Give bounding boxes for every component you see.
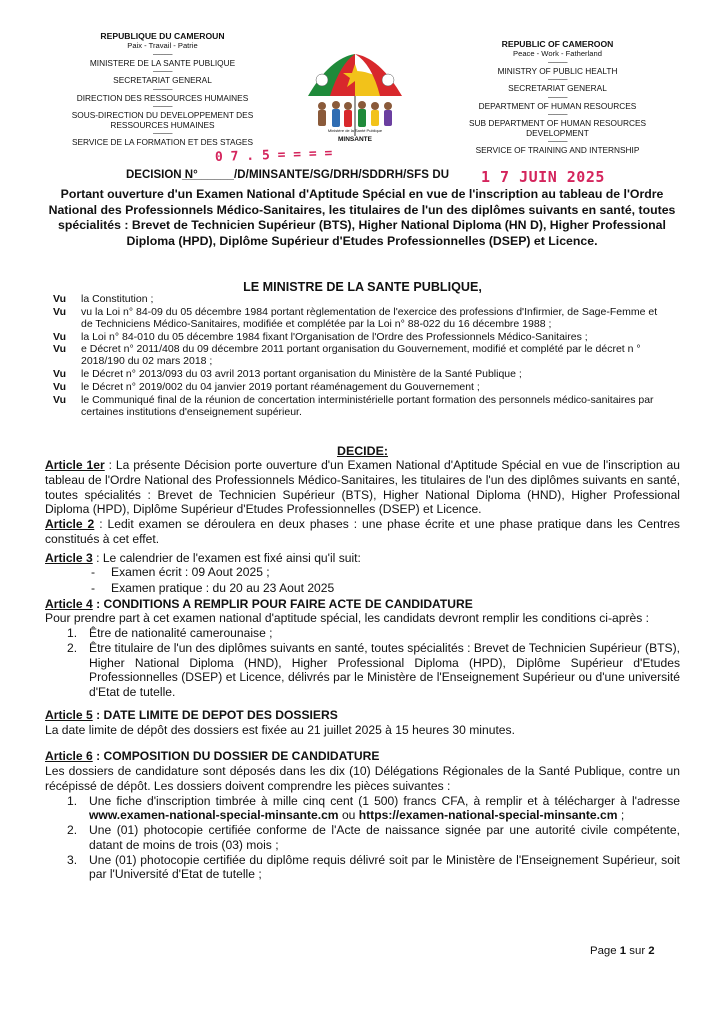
separator: ------------- [152, 86, 173, 93]
subdepartment-en: SUB DEPARTMENT OF HUMAN RESOURCES DEVELOPMENT [468, 118, 647, 138]
article-5-text: La date limite de dépôt des dossiers est fixée au 21 juillet 2025 à 15 heures 30 minutes. [45, 722, 515, 737]
separator: ------------- [152, 51, 173, 58]
item-text: Une (01) photocopie certifiée conforme de l'Acte de naissance signée par une autorité civile compétente, datant de moins de trois (03) mois ; [89, 823, 680, 852]
articles [45, 458, 680, 882]
service-fr: SERVICE DE LA FORMATION ET DES STAGES [71, 137, 254, 148]
registration-link-primary[interactable]: www.examen-national-special-minsante.cm [89, 808, 339, 823]
letterhead-french [55, 32, 270, 148]
department-en: DEPARTMENT OF HUMAN RESOURCES [478, 100, 637, 111]
exam-calendar-list [91, 565, 680, 596]
separator: ------------- [547, 112, 568, 119]
article-title: : COMPOSITION DU DOSSIER DE CANDIDATURE [96, 749, 380, 764]
umbrella-logo-icon [300, 50, 410, 150]
item-number: 3. [67, 852, 78, 867]
article-text: : La présente Décision porte ouverture d'un Examen National d'Aptitude Spécial en vue de l'inscription au tableau de l'Ordre National des Professionnels Médico-Sanitaires, les titulaires de l'un des diplômes suivants en santé, toutes spécialités : Brevet de Technicien Supérieur (BTS), Higher National Diploma (HND), Higher Professional Diploma (HPD), Diplôme Supérieur d'Etudes Professionnelles (DSEP) et Licence. [45, 458, 680, 517]
article-1 [45, 458, 680, 517]
vu-label: Vu [53, 293, 67, 305]
separator: ------------- [152, 131, 173, 138]
vu-text: la Loi n° 84-010 du 05 décembre 1984 fixant l'Organisation de l'Ordre des Professionnels Médico-Sanitaires ; [81, 330, 588, 343]
article-text: : Ledit examen se déroulera en deux phases : une phase écrite et une phase pratique dans les Centres constitués à cet effet. [45, 517, 680, 546]
separator: ------------- [547, 139, 568, 146]
list-item [67, 641, 680, 700]
registration-link-secondary[interactable]: https://examen-national-special-minsante.cm [358, 808, 618, 823]
list-item [67, 626, 680, 641]
item-number: 2. [67, 640, 78, 655]
item-number: 1. [67, 793, 78, 808]
minsante-logo [300, 50, 410, 150]
article-6 [45, 749, 680, 764]
page-of: sur [629, 945, 646, 957]
vu-text: le Décret n° 2019/002 du 04 janvier 2019 portant réaménagement du Gouvernement ; [81, 381, 480, 394]
subdirection-fr: SOUS-DIRECTION DU DEVELOPPEMENT DES RESSOURCES HUMAINES [71, 110, 254, 130]
item-text: Être titulaire de l'un des diplômes suivants en santé, toutes spécialités : Brevet de Technicien Supérieur (BTS), Higher National Diploma (HND), Higher Professional Diploma (HPD), Diplôme Supérieur d'Etudes Professionnelles (DSEP) et Licence, délivrés par le Ministère de l'Enseignement Supérieur ou d'une université d'Etat de tutelle. [89, 640, 680, 700]
page-current: 1 [619, 945, 627, 957]
vu-label: Vu [53, 368, 67, 381]
conditions-list [67, 626, 680, 700]
motto-en: Peace - Work - Fatherland [513, 48, 602, 58]
article-label: Article 6 [45, 749, 93, 764]
vus-list [53, 294, 671, 420]
article-text: : Le calendrier de l'examen est fixé ainsi qu'il suit: [96, 550, 361, 565]
decision-title: Portant ouverture d'un Examen National d'Aptitude Spécial en vue de l'inscription au tableau de l'Ordre National des Professionnels Médico-Sanitaires, les titulaires de l'un des diplômes suivants en santé, toutes spécialités : Brevet de Technicien Supérieur (BTS), Higher National Diploma (HN D), Higher Professional Diploma (HPD), Diplôme Supérieur d'Etudes Professionnelles (DSEP) et Licence. [48, 187, 676, 248]
list-item [67, 853, 680, 883]
vu-item [53, 307, 671, 331]
page-number [590, 945, 655, 959]
vu-label: Vu [53, 393, 67, 406]
vu-text: la Constitution ; [81, 293, 154, 305]
article-label: Article 3 [45, 550, 93, 565]
vu-text: e Décret n° 2011/408 du 09 décembre 2011 portant organisation du Gouvernement, modifié et complété par le décret n ° 2018/190 du 02 mars 2018 ; [81, 343, 641, 368]
article-6-text: Les dossiers de candidature sont déposés dans les dix (10) Délégations Régionales de la Santé Publique, contre un récépissé de dépôt. Les dossiers doivent comprendre les pièces suivantes : [45, 764, 680, 793]
motto-fr: Paix - Travail - Patrie [127, 40, 198, 50]
vu-item [53, 294, 671, 306]
secretariat-fr: SECRETARIAT GENERAL [113, 75, 212, 86]
list-item: - Examen pratique : du 20 au 23 Aout 2025 [91, 581, 680, 597]
item-text-part: Une fiche d'inscription timbrée à mille cinq cent (1 500) francs CFA, à remplir et à télécharger à l'adresse [89, 793, 680, 808]
decision-line [0, 169, 725, 187]
vu-label: Vu [53, 343, 67, 356]
separator: ------------- [547, 94, 568, 101]
ministry-fr: MINISTERE DE LA SANTE PUBLIQUE [89, 57, 236, 68]
stamp-number: 0 7 . 5 = = = = [214, 145, 333, 166]
service-en: SERVICE OF TRAINING AND INTERNSHIP [475, 145, 640, 156]
logo-top-text: Ministère de la Santé Publique [327, 128, 383, 133]
article-label: Article 1er [45, 458, 105, 472]
decision-label: DECISION N° [126, 169, 198, 181]
vu-label: Vu [53, 305, 67, 318]
item-text-part: ; [617, 808, 625, 823]
logo-caption: MINSANTE [338, 136, 372, 143]
vu-text: vu la Loi n° 84-09 du 05 décembre 1984 portant règlementation de l'exercice des professions d'Infirmier, de Sage-Femme et de Techniciens Médico-Sanitaires, modifiée et complétée par la Loi n° 88-022 du 16 décembre 1988 ; [81, 305, 658, 330]
article-4 [45, 597, 680, 612]
article-3 [45, 551, 680, 566]
page-total: 2 [648, 945, 655, 957]
item-text: Être de nationalité camerounaise ; [89, 626, 273, 641]
item-number: 2. [67, 823, 78, 838]
country-fr: REPUBLIQUE DU CAMEROUN [100, 31, 225, 41]
vu-item [53, 344, 671, 368]
vu-item [53, 395, 671, 419]
vu-item [53, 382, 671, 394]
country-en: REPUBLIC OF CAMEROON [501, 39, 614, 49]
vu-text: le Communiqué final de la réunion de concertation interministérielle portant formation des personnels médico-sanitaires par certaines institutions d'enseignement supérieur. [81, 393, 654, 418]
decision-reference: ________/D/MINSANTE/SG/DRH/SDDRH/SFS DU [182, 169, 450, 181]
vu-label: Vu [53, 330, 67, 343]
separator: ------------- [152, 104, 173, 111]
article-title: : DATE LIMITE DE DEPOT DES DOSSIERS [96, 707, 338, 722]
vu-label: Vu [53, 381, 67, 394]
vu-text: le Décret n° 2013/093 du 03 avril 2013 portant organisation du Ministère de la Santé Publique ; [81, 368, 522, 381]
direction-fr: DIRECTION DES RESSOURCES HUMAINES [76, 92, 249, 103]
separator: ------------- [547, 59, 568, 66]
decide-heading: DECIDE: [337, 444, 388, 458]
ministry-en: MINISTRY OF PUBLIC HEALTH [497, 65, 618, 76]
letterhead-english [445, 40, 670, 156]
page-word: Page [590, 945, 617, 957]
minister-heading: LE MINISTRE DE LA SANTE PUBLIQUE, [243, 280, 482, 294]
article-5 [45, 708, 680, 723]
item-number: 1. [67, 626, 78, 641]
article-label: Article 2 [45, 517, 95, 531]
list-item: - Examen écrit : 09 Aout 2025 ; [91, 565, 680, 581]
item-text [89, 794, 680, 824]
article-2 [45, 517, 680, 547]
article-title: : CONDITIONS A REMPLIR POUR FAIRE ACTE DE CANDIDATURE [96, 596, 473, 611]
secretariat-en: SECRETARIAT GENERAL [508, 83, 607, 94]
article-label: Article 4 [45, 596, 93, 611]
separator: ------------- [152, 69, 173, 76]
list-item [67, 823, 680, 853]
documents-list [67, 794, 680, 883]
item-text-part: ou [338, 808, 359, 823]
article-label: Article 5 [45, 707, 93, 722]
letterhead [0, 32, 725, 162]
vu-item [53, 369, 671, 381]
item-text: Une (01) photocopie certifiée du diplôme requis délivré soit par le Ministère de l'Enseignement Supérieur, soit par l'Université d'Etat de tutelle ; [89, 852, 680, 882]
vu-item [53, 332, 671, 344]
article-4-text: Pour prendre part à cet examen national d'aptitude spécial, les candidats devront remplir les conditions ci-après : [45, 611, 649, 626]
separator: ------------- [547, 77, 568, 84]
list-item [67, 794, 680, 824]
stamp-date: 1 7 JUIN 2025 [481, 168, 605, 186]
